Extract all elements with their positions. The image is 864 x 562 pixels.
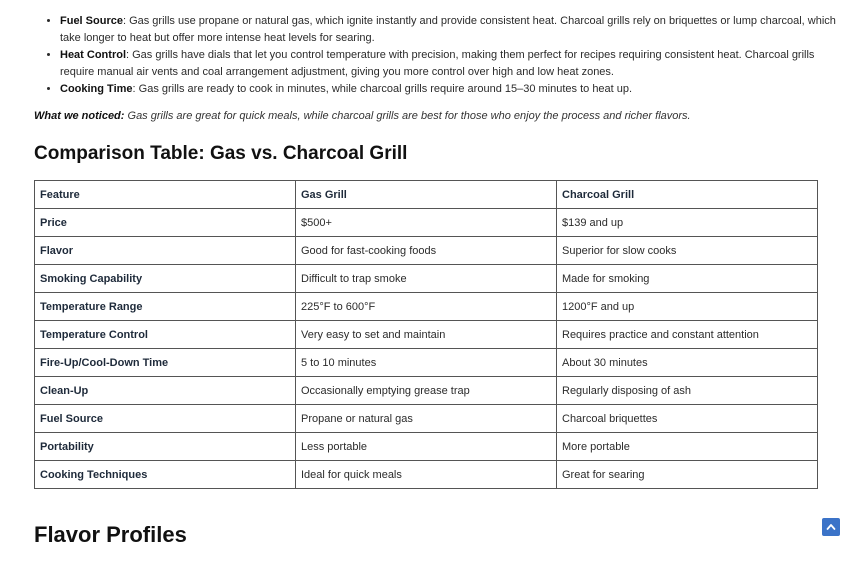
table-row — [35, 349, 818, 377]
feature-cell: Price — [35, 209, 296, 237]
feature-cell: Fire-Up/Cool-Down Time — [35, 349, 296, 377]
bullet-heat-control: • Heat Control: Gas grills have dials that let you control temperature with precision, making them perfect for recipes requiring consistent heat. Charcoal grills require manual air vents and coal arrangement adjustment, giving you more control over high and low heat zones. — [60, 47, 850, 80]
gas-cell: Ideal for quick meals — [296, 461, 557, 489]
table-row — [35, 209, 818, 237]
comparison-table-heading: Comparison Table: Gas vs. Charcoal Grill — [34, 143, 408, 164]
gas-cell: Difficult to trap smoke — [296, 265, 557, 293]
charcoal-cell: About 30 minutes — [557, 349, 818, 377]
charcoal-cell: Regularly disposing of ash — [557, 377, 818, 405]
charcoal-cell: Superior for slow cooks — [557, 237, 818, 265]
feature-bullet-list — [34, 13, 850, 99]
table-row — [35, 321, 818, 349]
gas-cell: Good for fast-cooking foods — [296, 237, 557, 265]
table-row — [35, 265, 818, 293]
table-row — [35, 377, 818, 405]
header-feature: Feature — [35, 181, 296, 209]
gas-cell: Occasionally emptying grease trap — [296, 377, 557, 405]
table-row — [35, 293, 818, 321]
header-gas-grill: Gas Grill — [296, 181, 557, 209]
feature-cell: Flavor — [35, 237, 296, 265]
feature-cell: Portability — [35, 433, 296, 461]
gas-cell: Less portable — [296, 433, 557, 461]
feature-cell: Smoking Capability — [35, 265, 296, 293]
table-header-row — [35, 181, 818, 209]
feature-cell: Clean-Up — [35, 377, 296, 405]
charcoal-cell: $139 and up — [557, 209, 818, 237]
table-row — [35, 461, 818, 489]
gas-cell: 225°F to 600°F — [296, 293, 557, 321]
gas-cell: $500+ — [296, 209, 557, 237]
chevron-up-icon — [825, 521, 837, 533]
feature-cell: Cooking Techniques — [35, 461, 296, 489]
charcoal-cell: Great for searing — [557, 461, 818, 489]
header-charcoal-grill: Charcoal Grill — [557, 181, 818, 209]
what-we-noticed: What we noticed: Gas grills are great for quick meals, while charcoal grills are best for those who enjoy the process and richer flavors. — [34, 110, 691, 122]
table-row — [35, 433, 818, 461]
feature-cell: Temperature Control — [35, 321, 296, 349]
gas-cell: 5 to 10 minutes — [296, 349, 557, 377]
gas-cell: Propane or natural gas — [296, 405, 557, 433]
table-row — [35, 237, 818, 265]
charcoal-cell: Requires practice and constant attention — [557, 321, 818, 349]
gas-cell: Very easy to set and maintain — [296, 321, 557, 349]
comparison-table — [34, 180, 818, 489]
flavor-profiles-heading: Flavor Profiles — [34, 522, 187, 547]
scroll-to-top-button[interactable] — [822, 518, 840, 536]
feature-cell: Fuel Source — [35, 405, 296, 433]
feature-cell: Temperature Range — [35, 293, 296, 321]
table-row — [35, 405, 818, 433]
charcoal-cell: Charcoal briquettes — [557, 405, 818, 433]
charcoal-cell: 1200°F and up — [557, 293, 818, 321]
bullet-fuel-source: • Fuel Source: Gas grills use propane or natural gas, which ignite instantly and provide consistent heat. Charcoal grills rely on briquettes or lump charcoal, which take longer to heat but offer more intense heat levels for searing. — [60, 13, 850, 46]
charcoal-cell: More portable — [557, 433, 818, 461]
bullet-cooking-time: • Cooking Time: Gas grills are ready to cook in minutes, while charcoal grills require around 15–30 minutes to heat up. — [60, 81, 850, 98]
charcoal-cell: Made for smoking — [557, 265, 818, 293]
